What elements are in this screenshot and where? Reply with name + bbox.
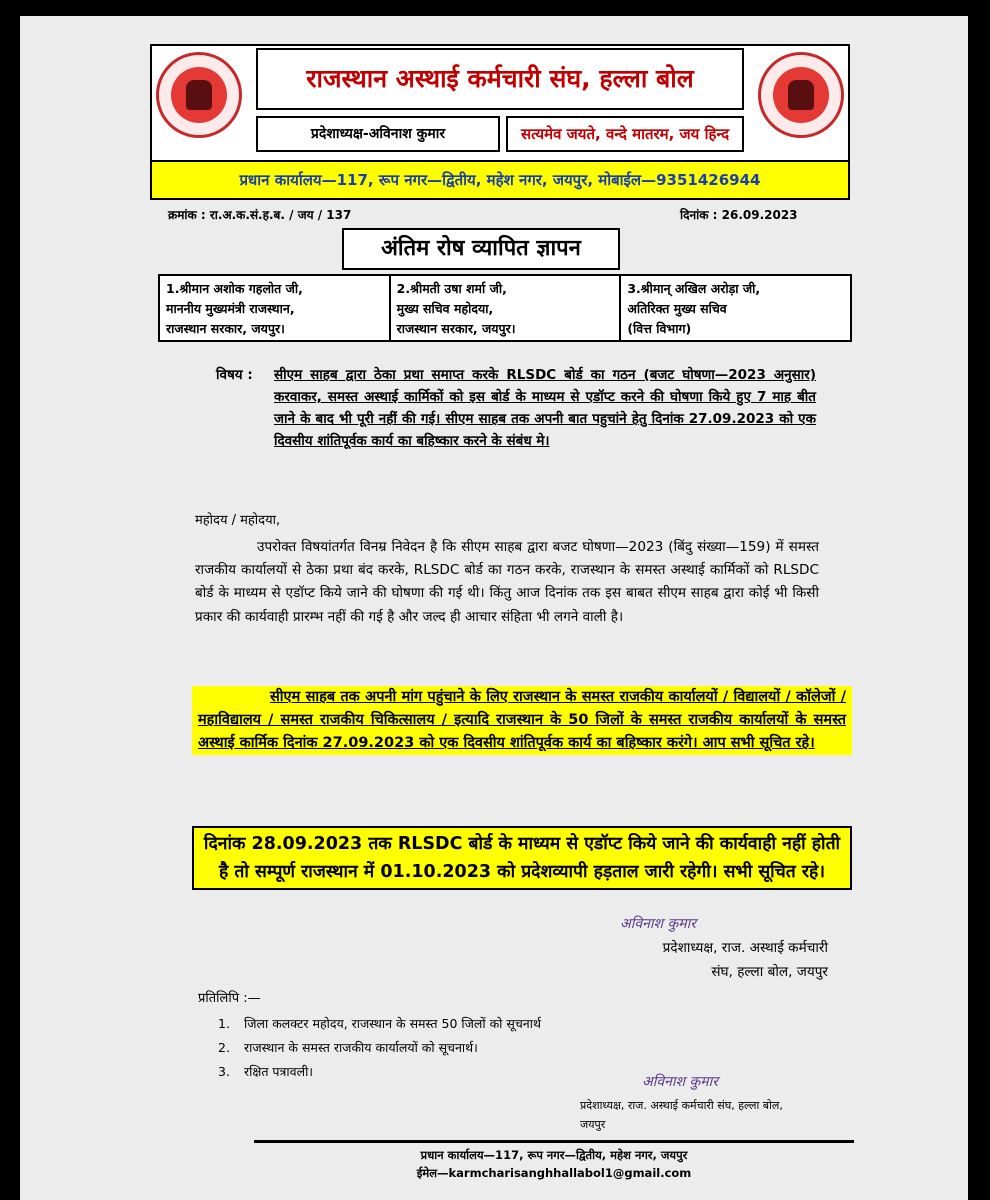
addressee-line: 2.श्रीमती उषा शर्मा जी, — [396, 281, 507, 296]
list-item — [218, 1060, 541, 1084]
union-title: राजस्थान अस्थाई कर्मचारी संघ, हल्ला बोल — [256, 48, 744, 110]
list-item-number: 1. — [218, 1016, 230, 1031]
addressee-line: अतिरिक्त मुख्य सचिव — [627, 301, 727, 316]
addressee-line: माननीय मुख्यमंत्री राजस्थान, — [166, 301, 295, 316]
addressee-line: 1.श्रीमान अशोक गहलोत जी, — [166, 281, 303, 296]
reference-date: दिनांक : 26.09.2023 — [680, 208, 798, 222]
raised-fist-icon — [773, 67, 829, 123]
list-item-number: 2. — [218, 1040, 230, 1055]
list-item — [218, 1036, 541, 1060]
list-item-text: जिला कलक्टर महोदय, राजस्थान के समस्त 50 जिलों को सूचनार्थ — [244, 1016, 541, 1031]
body-paragraph: उपरोक्त विषयांतर्गत विनम्र निवेदन है कि सीएम साहब द्वारा बजट घोषणा—2023 (बिंदु संख्या—159) में समस्त राजकीय कार्यालयों से ठेका प्रथा बंद करके, RLSDC बोर्ड का गठन करके, राजस्थान के समस्त अस्थाई कार्मिकों को RLSDC बोर्ड के माध्यम से एडॉप्ट किये जाने की घोषणा की गई थी। किंतु आज दिनांक तक इस बाबत सीएम साहब द्वारा कोई भी किसी प्रकार की कार्यवाही प्रारम्भ नहीं की गई है और जल्द ही आचार संहिता भी लगने वाली है। — [195, 539, 819, 625]
union-logo-right — [758, 52, 844, 138]
notice-title: अंतिम रोष व्यापित ज्ञापन — [342, 228, 620, 270]
addressee-cell — [621, 276, 850, 340]
addressee-line: मुख्य सचिव महोदया, — [396, 301, 494, 316]
raised-fist-icon — [171, 67, 227, 123]
addressee-line: राजस्थान सरकार, जयपुर। — [396, 321, 516, 336]
signer-block — [580, 1096, 830, 1134]
signature: अविनाश कुमार — [620, 916, 696, 932]
union-logo-left — [156, 52, 242, 138]
signature: अविनाश कुमार — [642, 1074, 718, 1090]
copy-to-title: प्रतिलिपि :— — [198, 991, 261, 1006]
signer-block — [580, 936, 828, 984]
subject-label: विषय : — [216, 367, 253, 383]
signer-line: जयपुर — [580, 1118, 606, 1131]
highlighted-paragraph-text: सीएम साहब तक अपनी मांग पहुंचाने के लिए राजस्थान के समस्त राजकीय कार्यालयों / विद्यालयों / कॉलेजों / महाविद्यालय / समस्त राजकीय चिकित्सालय / इत्यादि राजस्थान के 50 जिलों के समस्त राजकीय कार्यालयों के समस्त अस्थाई कार्मिक दिनांक 27.09.2023 को एक दिवसीय शांतिपूर्वक कार्य का बहिष्कार करंगे। आप सभी सूचित रहे। — [198, 689, 846, 751]
footer-email: ईमेल—karmcharisanghhallabol1@gmail.com — [416, 1166, 692, 1180]
letterhead — [150, 44, 850, 200]
addressee-table — [158, 274, 852, 342]
addressee-cell — [160, 276, 391, 340]
office-address-bar: प्रधान कार्यालय—117, रूप नगर—द्वितीय, महेश नगर, जयपुर, मोबाईल—9351426944 — [152, 160, 848, 198]
signer-line: प्रदेशाध्यक्ष, राज. अस्थाई कर्मचारी संघ, हल्ला बोल, — [580, 1099, 783, 1112]
reference-number: क्रमांक : रा.अ.क.सं.ह.ब. / जय / 137 — [168, 208, 352, 222]
subject-text: सीएम साहब द्वारा ठेका प्रथा समाप्त करके RLSDC बोर्ड का गठन (बजट घोषणा—2023 अनुसार) करवाकर, समस्त अस्थाई कार्मिकों को इस बोर्ड के माध्यम से एडॉप्ट करने की घोषणा किये हुए 7 माह बीत जाने के बाद भी पूरी नहीं की गई। सीएम साहब तक अपनी बात पहुचांने हेतु दिनांक 27.09.2023 को एक दिवसीय शांतिपूर्वक कार्य का बहिष्कार करने के संबंध मे। — [274, 367, 816, 449]
motto: सत्यमेव जयते, वन्दे मातरम, जय हिन्द — [506, 116, 744, 152]
list-item — [218, 1012, 541, 1036]
list-item-number: 3. — [218, 1064, 230, 1079]
letter-page — [20, 16, 968, 1200]
subject-block — [216, 364, 816, 452]
signer-line: प्रदेशाध्यक्ष, राज. अस्थाई कर्मचारी — [662, 940, 828, 956]
addressee-cell — [391, 276, 622, 340]
footer-divider — [254, 1140, 854, 1143]
addressee-line: (वित्त विभाग) — [627, 321, 692, 336]
highlighted-paragraph — [192, 686, 852, 755]
addressee-line: राजस्थान सरकार, जयपुर। — [166, 321, 285, 336]
list-item-text: राजस्थान के समस्त राजकीय कार्यालयों को सूचनार्थ। — [244, 1040, 478, 1055]
footer — [254, 1146, 854, 1182]
strike-warning-box: दिनांक 28.09.2023 तक RLSDC बोर्ड के माध्यम से एडॉप्ट किये जाने की कार्यवाही नहीं होती है तो सम्पूर्ण राजस्थान में 01.10.2023 को प्रदेशव्यापी हड़ताल जारी रहेगी। सभी सूचित रहे। — [192, 826, 852, 890]
list-item-text: रक्षित पत्रावली। — [244, 1064, 314, 1079]
footer-address: प्रधान कार्यालय—117, रूप नगर—द्वितीय, महेश नगर, जयपुर — [420, 1148, 688, 1162]
president-line: प्रदेशाध्यक्ष-अविनाश कुमार — [256, 116, 500, 152]
addressee-line: 3.श्रीमान् अखिल अरोड़ा जी, — [627, 281, 761, 296]
copy-to-list — [218, 1012, 541, 1084]
signer-line: संघ, हल्ला बोल, जयपुर — [711, 964, 828, 980]
salutation: महोदय / महोदया, — [195, 513, 281, 528]
